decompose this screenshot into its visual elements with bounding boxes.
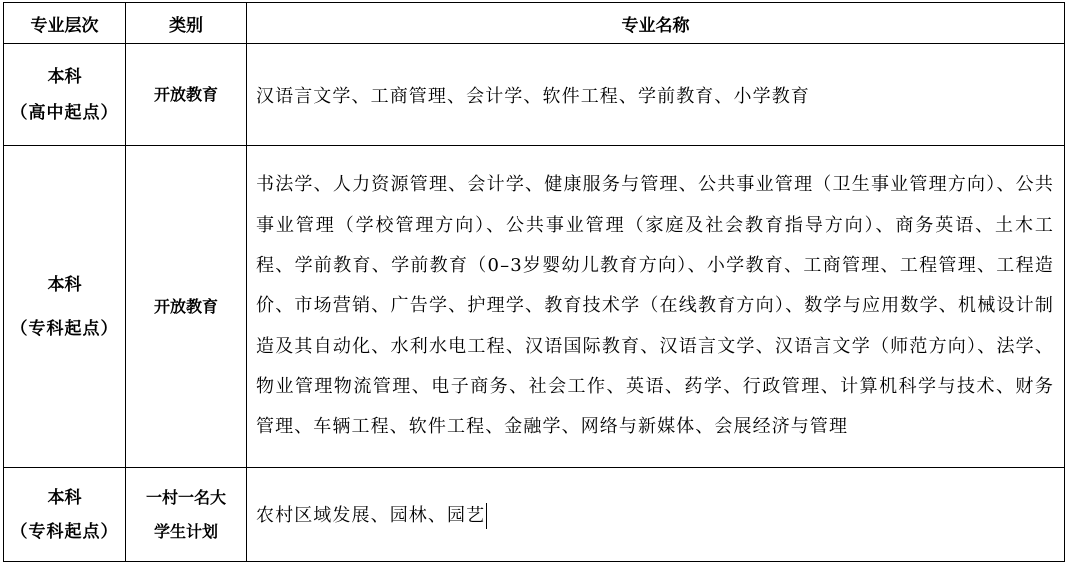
level-main: 本科 [47,274,82,295]
table-row [4,44,1065,146]
level-cell [4,146,126,468]
level-main: 本科 [47,487,82,508]
majors-cell[interactable] [247,468,1065,562]
category-cell [126,44,247,146]
table-row [4,146,1065,468]
header-majors: 专业名称 [247,3,1065,44]
category-cell [126,468,247,562]
level-cell [4,44,126,146]
level-cell [4,468,126,562]
majors-text: 农村区域发展、园林、园艺 [256,504,486,526]
category-cell [126,146,247,468]
level-main: 本科 [47,66,82,87]
text-cursor [486,503,487,529]
level-sub: （专科起点） [10,318,119,339]
majors-table [3,2,1065,562]
category-label: 开放教育 [153,84,218,104]
category-label-line2: 学生计划 [153,521,218,541]
level-sub: （专科起点） [10,521,119,542]
category-label-line1: 一村一名大 [145,487,226,507]
table-row [4,468,1065,562]
header-level: 专业层次 [4,3,126,44]
header-category: 类别 [126,3,247,44]
level-sub: （高中起点） [10,102,119,123]
category-label: 开放教育 [153,296,218,316]
majors-cell: 汉语言文学、工商管理、会计学、软件工程、学前教育、小学教育 [247,44,1065,146]
header-row [4,3,1065,44]
majors-cell: 书法学、人力资源管理、会计学、健康服务与管理、公共事业管理（卫生事业管理方向）、公共事业管理（学校管理方向）、公共事业管理（家庭及社会教育指导方向）、商务英语、土木工程、学前教育、学前教育（0–3岁婴幼儿教育方向）、小学教育、工商管理、工程管理、工程造价、市场营销、广告学、护理学、教育技术学（在线教育方向）、数学与应用数学、机械设计制造及其自动化、水利水电工程、汉语国际教育、汉语言文学、汉语言文学（师范方向）、法学、物业管理物流管理、电子商务、社会工作、英语、药学、行政管理、计算机科学与技术、财务管理、车辆工程、软件工程、金融学、网络与新媒体、会展经济与管理 [247,146,1065,468]
